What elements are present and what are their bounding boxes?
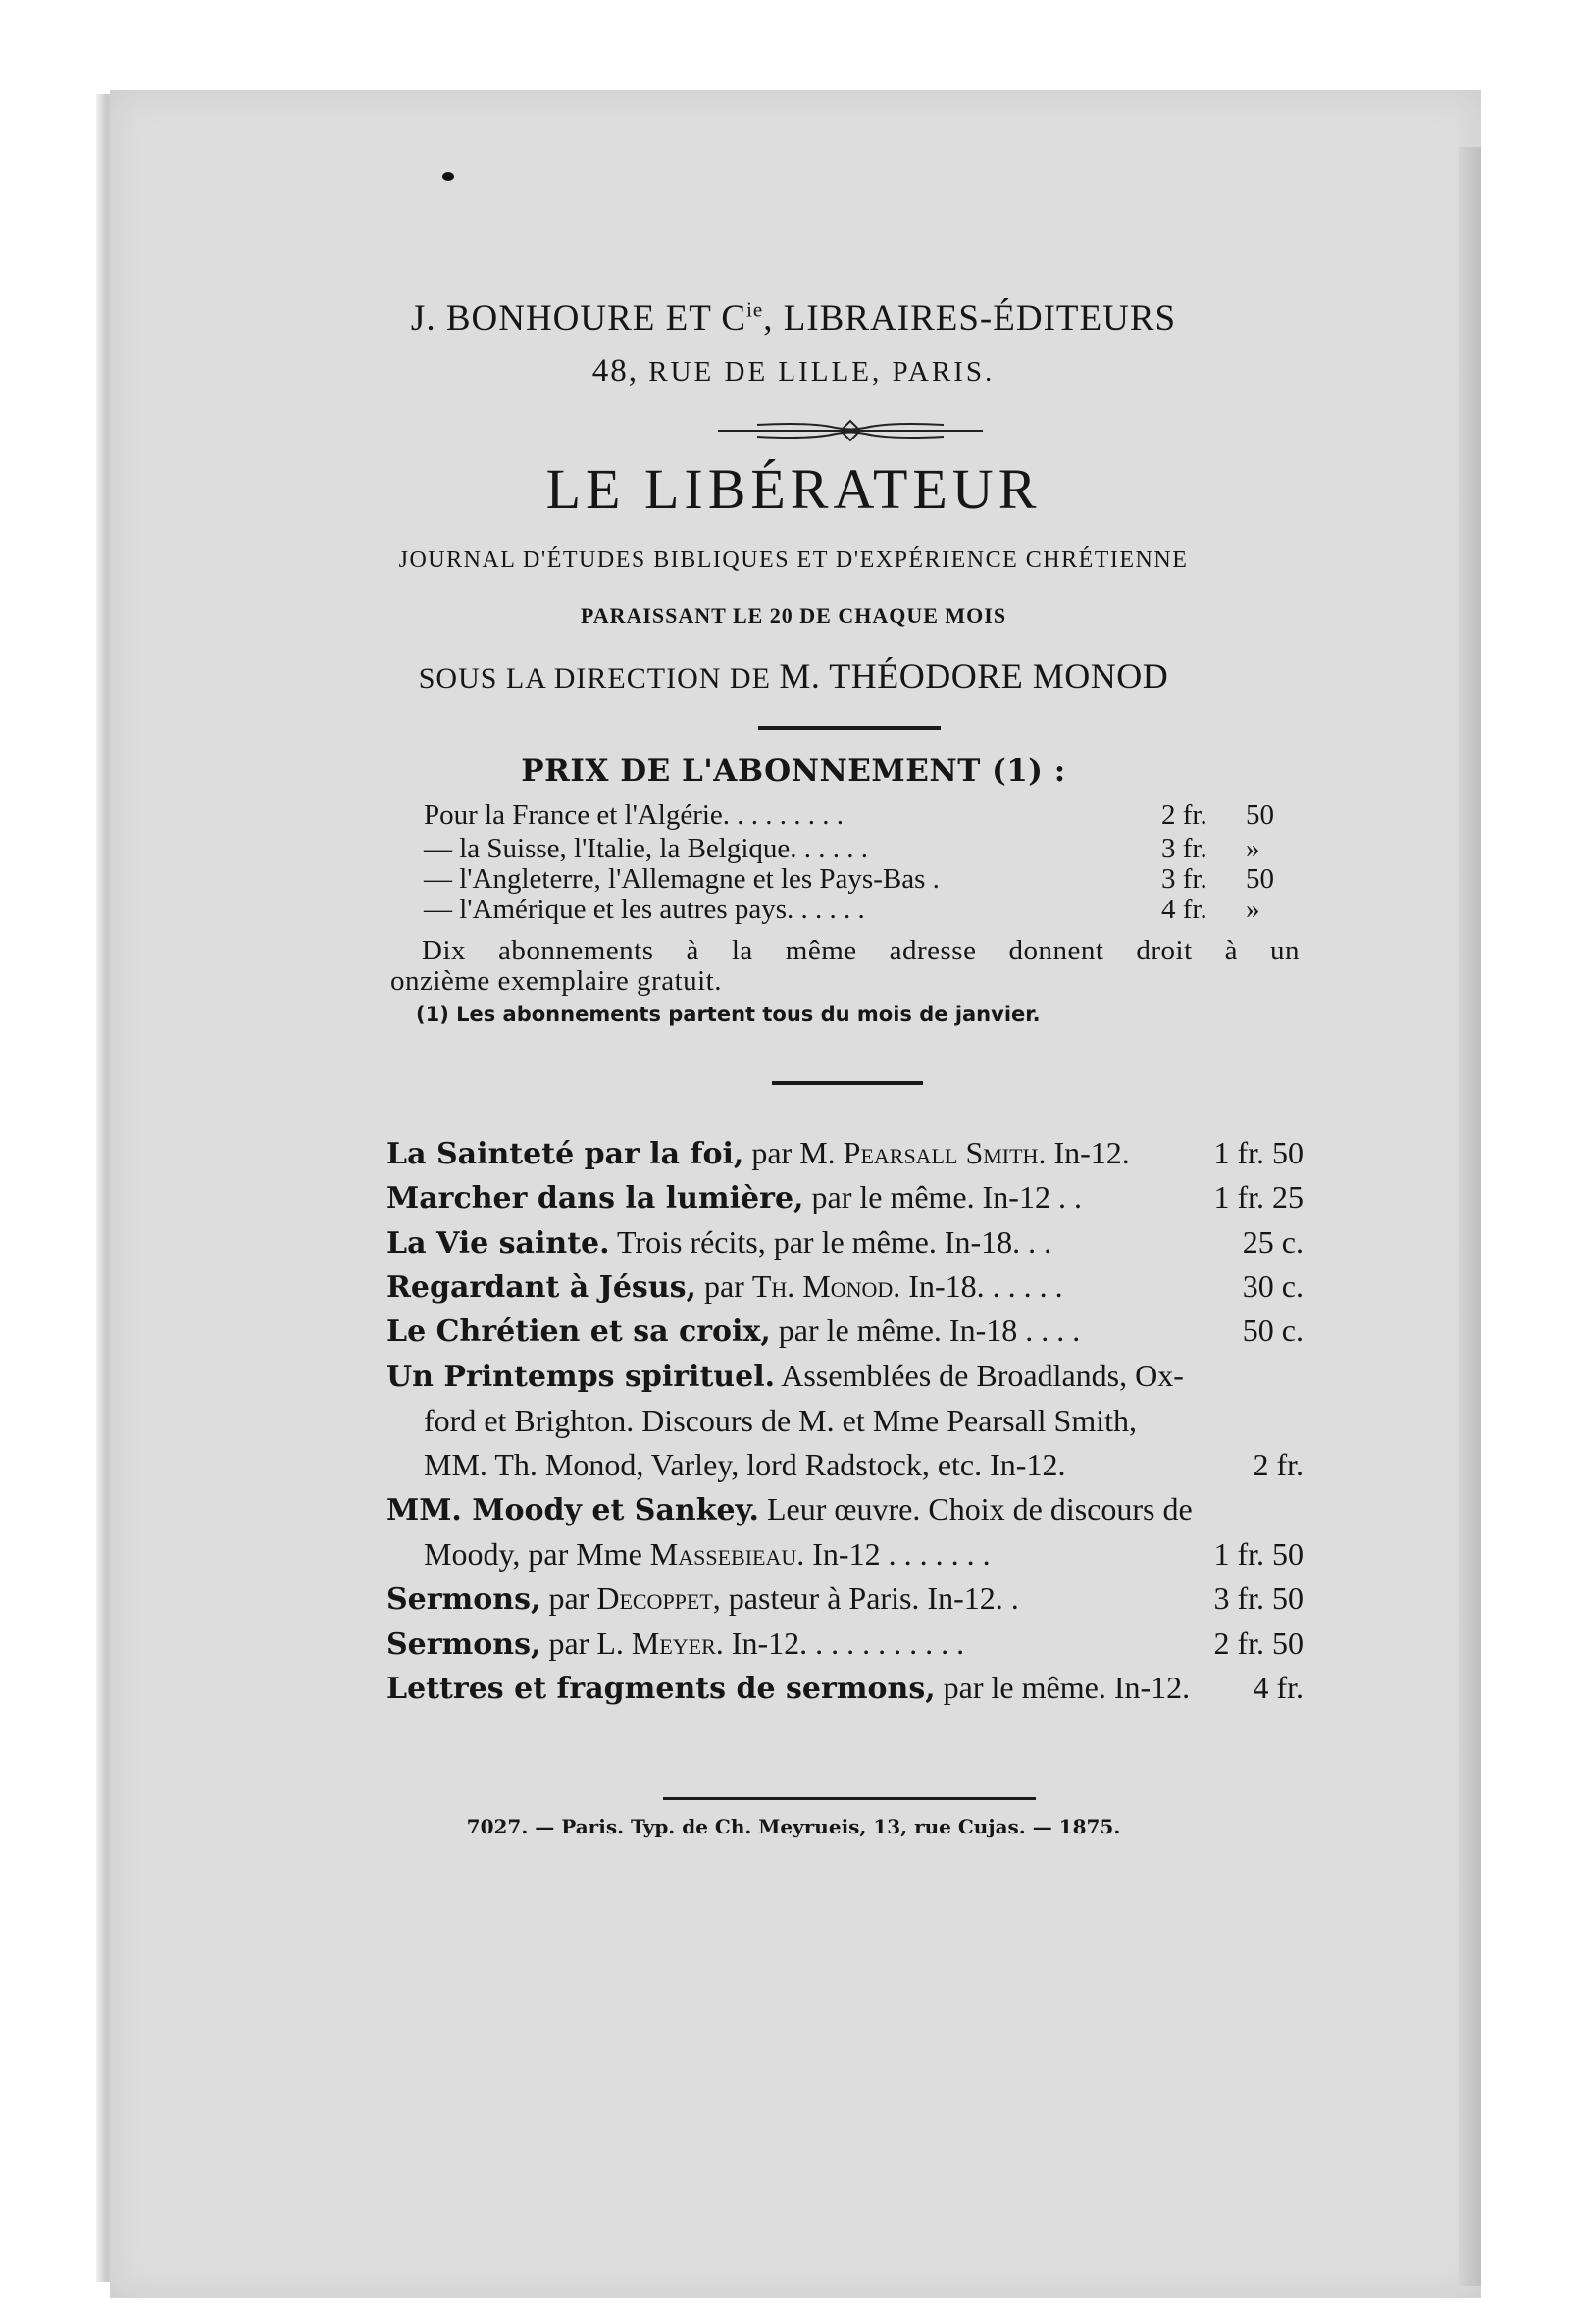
book-entry: Lettres et fragments de sermons, par le même. In-12. 4 fr. xyxy=(386,1670,1304,1706)
price-row: — l'Amérique et les autres pays. . . . . . 4 fr. » xyxy=(424,894,1260,925)
journal-parution: PARAISSANT LE 20 DE CHAQUE MOIS xyxy=(580,603,1007,628)
ink-spot xyxy=(442,172,454,181)
subscription-heading: PRIX DE L'ABONNEMENT (1) : xyxy=(521,753,1066,789)
price-row: — l'Angleterre, l'Allemagne et les Pays-Bas . 3 fr. 50 xyxy=(424,863,1274,895)
book-entry: Le Chrétien et sa croix, par le même. In-18 . . . . 50 c. xyxy=(386,1313,1304,1349)
book-entry-continuation: ford et Brighton. Discours de M. et Mme Pearsall Smith, xyxy=(424,1403,1138,1438)
journal-title: LE LIBÉRATEUR xyxy=(545,457,1042,521)
book-entry: La Vie sainte. Trois récits, par le même. In-18. . . 25 c. xyxy=(386,1224,1304,1261)
publisher-address: 48, RUE DE LILLE, PARIS. xyxy=(591,353,996,388)
book-entry-continuation: MM. Th. Monod, Varley, lord Radstock, etc. In-12. 2 fr. xyxy=(424,1447,1304,1482)
book-entry: MM. Moody et Sankey. Leur œuvre. Choix de discours de xyxy=(386,1491,1193,1527)
journal-subtitle: JOURNAL D'ÉTUDES BIBLIQUES ET D'EXPÉRIENCE CHRÉTIENNE xyxy=(398,547,1189,573)
publisher-line: J. BONHOURE ET $C^{ie}$, LIBRAIRES-ÉDITEURS xyxy=(410,297,1177,338)
subscription-note: onzième exemplaire gratuit. xyxy=(390,965,722,997)
subscription-footnote: (1) Les abonnements partent tous du mois de janvier. xyxy=(416,1003,1041,1026)
book-entry: Sermons, par Decoppet, pasteur à Paris. In-12. . 3 fr. 50 xyxy=(386,1580,1304,1617)
ornament-divider xyxy=(718,412,983,449)
divider-rule xyxy=(772,1081,923,1085)
divider-rule xyxy=(663,1797,1036,1800)
divider-rule xyxy=(758,726,941,730)
printer-colophon: 7027. — Paris. Typ. de Ch. Meyrueis, 13, rue Cujas. — 1875. xyxy=(466,1815,1121,1838)
book-entry-continuation: Moody, par Mme Massebieau. In-12 . . . . . . . 1 fr. 50 xyxy=(424,1536,1304,1572)
book-entry: Regardant à Jésus, par Th. Monod. In-18. . . . . . 30 c. xyxy=(386,1268,1304,1305)
book-entry: La Sainteté par la foi, par M. Pearsall Smith. In-12. 1 fr. 50 xyxy=(386,1135,1304,1171)
book-entry: Marcher dans la lumière, par le même. In-12 . . 1 fr. 25 xyxy=(386,1179,1304,1215)
price-row: — la Suisse, l'Italie, la Belgique. . . . . . 3 fr. » xyxy=(424,833,1260,864)
book-entry: Un Printemps spirituel. Assemblées de Broadlands, Ox- xyxy=(386,1358,1184,1394)
subscription-note: Dix abonnements à la même adresse donnent droit à un xyxy=(422,935,1300,966)
journal-direction: SOUS LA DIRECTION DE M. THÉODORE MONOD xyxy=(418,656,1169,696)
price-row: Pour la France et l'Algérie. . . . . . . . . 2 fr. 50 xyxy=(424,800,1274,831)
book-entry: Sermons, par L. Meyer. In-12. . . . . . . . . . . 2 fr. 50 xyxy=(386,1626,1304,1662)
